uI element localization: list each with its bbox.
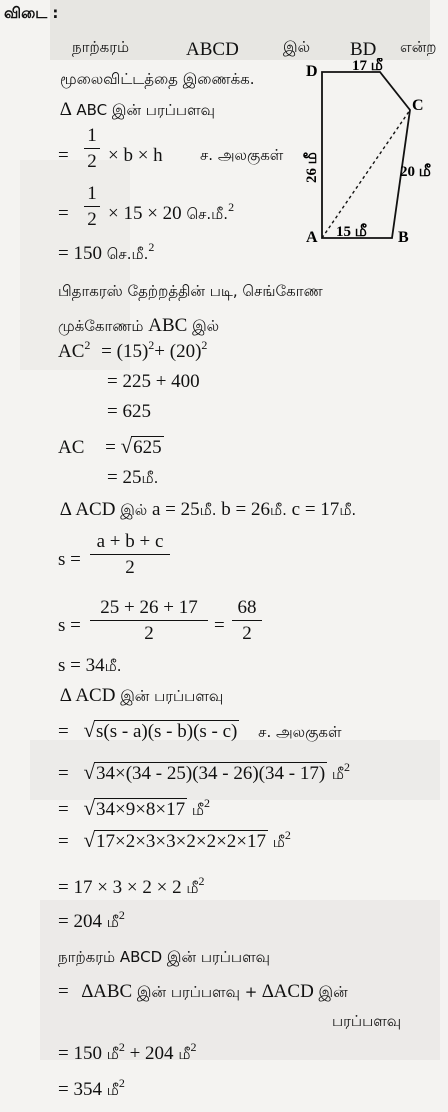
vertex-d: D	[306, 63, 318, 80]
acd-sides-line	[60, 500, 356, 519]
unit-m: மீ	[106, 1081, 119, 1099]
ac-squared-line	[58, 338, 208, 362]
result-text: = 25	[107, 467, 142, 488]
superscript: 2	[118, 1076, 125, 1090]
tri-abc-area-title	[60, 100, 215, 119]
right-triangle-word: முக்கோணம்	[58, 317, 144, 335]
side-a: a = 25	[152, 499, 200, 520]
side-b: b = 26	[221, 499, 271, 520]
frac-den: 2	[87, 209, 97, 231]
unit-cm: செ.மீ.	[186, 205, 229, 223]
total-values-line	[58, 1040, 197, 1064]
result-text: = 354	[58, 1079, 102, 1100]
abc-label: ABC	[148, 315, 188, 336]
ac-result-line	[107, 468, 158, 487]
s-def-lhs: s =	[58, 549, 81, 570]
frac-num: 68	[237, 597, 257, 618]
frac-den: 2	[144, 623, 154, 645]
half-fraction	[84, 126, 100, 171]
acd-label: ACD	[75, 685, 116, 706]
equals: =	[105, 437, 116, 458]
total-area-text: நாற்கரம் ABCD இன் பரப்பளவு	[58, 948, 270, 966]
triangle-icon: ∆	[60, 499, 72, 520]
vertex-c: C	[412, 97, 424, 114]
s-calc-lhs: s =	[58, 615, 81, 636]
diagonal-ac	[322, 110, 410, 238]
equals: =	[58, 763, 69, 784]
ac-rhs-b: + (20)	[154, 341, 202, 362]
area-word-wrap: பரப்பளவு	[332, 1012, 402, 1030]
text-named: என்ற	[400, 38, 437, 56]
frac-den: 2	[125, 557, 135, 579]
ac-rhs-a: = (15)	[101, 341, 149, 362]
frac-bar	[84, 206, 100, 207]
radicand: s(s - a)(s - b)(s - c)	[96, 721, 238, 742]
calc-text: × 15 × 20	[108, 203, 182, 224]
heron-factored	[58, 830, 291, 851]
unit-m: மீ	[272, 833, 285, 851]
label-bottom: 15 மீ	[336, 224, 367, 240]
quadrilateral-diagram	[300, 58, 440, 243]
result-text: = 150	[58, 243, 102, 264]
equals: =	[214, 615, 225, 636]
unit-m: மீ	[106, 913, 119, 931]
unit-m: மீ	[186, 879, 199, 897]
text-abcd: ABCD	[186, 39, 239, 60]
side-c: c = 17	[291, 499, 340, 520]
text-right-triangle	[58, 316, 219, 335]
text-join-diagonal: மூலைவிட்டத்தை இணைக்க.	[60, 70, 255, 88]
triangle-icon: ∆	[81, 981, 94, 1002]
superscript: 2	[148, 338, 155, 352]
of-word: இன்	[318, 983, 348, 1001]
superscript: 2	[118, 1040, 125, 1054]
ac-root-line	[58, 436, 164, 457]
unit-m: மீ	[178, 1045, 191, 1063]
heron-result	[58, 908, 125, 932]
sqrt-symbol: √	[83, 718, 95, 742]
unit-m: மீ.	[104, 657, 122, 675]
superscript: 2	[284, 828, 291, 842]
answer-label: விடை :	[4, 4, 59, 22]
equals: =	[58, 203, 69, 224]
unit-cm: செ.மீ.	[106, 245, 149, 263]
frac-bar	[90, 554, 170, 555]
triangle-icon: ∆	[262, 981, 274, 1002]
label-left: 26 மீ	[304, 152, 320, 183]
radicand: 17×2×3×3×2×2×2×17	[96, 831, 267, 852]
equals: =	[58, 831, 69, 852]
heron-simplified	[58, 798, 210, 819]
acd-label: ACD	[273, 981, 314, 1002]
result-text: = 204	[58, 911, 102, 932]
unit-m: மீ	[191, 801, 205, 819]
radicand: 625	[133, 437, 162, 458]
heron-formula	[58, 720, 341, 741]
frac-num: 1	[87, 125, 97, 146]
frac-bar	[90, 620, 208, 621]
superscript: 2	[148, 240, 155, 254]
frac-bar	[84, 148, 100, 149]
unit-m: மீ.	[141, 469, 159, 487]
label-top: 17 மீ	[352, 58, 383, 74]
superscript: 2	[201, 338, 208, 352]
s-value-line	[58, 656, 122, 675]
unit-sq: ச. அலகுகள்	[200, 146, 284, 164]
frac-den: 2	[87, 151, 97, 173]
vertex-b: B	[398, 229, 409, 243]
ac-625-line: = 625	[107, 401, 151, 422]
value-150: = 150	[58, 1043, 102, 1064]
triangle-icon: ∆	[60, 99, 72, 120]
frac-bar	[232, 620, 262, 621]
s-value: s = 34	[58, 655, 105, 676]
half-fraction-2	[84, 184, 100, 229]
sqrt-symbol: √	[120, 434, 133, 458]
acd-area-title	[60, 686, 223, 705]
formula-bh: × b × h	[108, 145, 163, 166]
heron-sub	[58, 762, 350, 783]
result-150	[58, 240, 155, 264]
product-text: = 17 × 3 × 2 × 2	[58, 877, 182, 898]
superscript: 2	[198, 874, 205, 888]
quadrilateral-outline	[322, 72, 410, 238]
frac-num: 1	[87, 183, 97, 204]
sqrt-symbol: √	[83, 760, 95, 784]
radicand: 34×(34 - 25)(34 - 26)(34 - 17)	[96, 763, 326, 784]
text-bd: BD	[350, 39, 377, 60]
in-word: இல்	[192, 317, 220, 335]
text-in: இல்	[283, 38, 311, 56]
frac-den: 2	[242, 623, 252, 645]
unit-m: மீ.	[339, 501, 357, 519]
frac-num: 25 + 26 + 17	[100, 597, 198, 618]
area-word: இன் பரப்பளவு	[120, 687, 224, 705]
superscript: 2	[118, 908, 125, 922]
text-quadrilateral: நாற்கரம்	[72, 38, 130, 56]
equals: =	[58, 799, 69, 820]
text-pythagoras: பிதாகரஸ் தேற்றத்தின் படி, செங்கோண	[58, 282, 323, 300]
bleed-through-right	[20, 160, 130, 370]
s-calc-fraction-2	[232, 598, 262, 643]
superscript: 2	[84, 338, 91, 352]
heron-product	[58, 874, 205, 898]
equals: =	[58, 981, 69, 1002]
area-plus: இன் பரப்பளவு +	[136, 983, 258, 1001]
total-sum-line	[58, 982, 348, 1001]
superscript: 2	[228, 200, 235, 214]
s-calc-fraction	[90, 598, 208, 643]
triangle-icon: ∆	[60, 685, 72, 706]
radicand: 34×9×8×17	[96, 799, 186, 820]
sqrt-symbol: √	[83, 828, 95, 852]
label-right: 20 மீ	[400, 164, 431, 180]
unit-m: மீ.	[270, 501, 287, 519]
equals: =	[58, 721, 69, 742]
total-area-title	[58, 950, 270, 965]
ac-label: AC	[58, 341, 85, 362]
abc-label: ABC	[93, 981, 133, 1002]
equals: =	[58, 145, 69, 166]
unit-sq: ச. அலகுகள்	[258, 723, 342, 741]
superscript: 2	[344, 760, 351, 774]
superscript: 2	[204, 796, 211, 810]
ac-label: AC	[58, 437, 85, 458]
unit-m: மீ	[331, 765, 345, 783]
abc-area-text: ABC இன் பரப்பளவு	[76, 101, 215, 119]
vertex-a: A	[306, 229, 318, 243]
in-word: இல்	[120, 501, 148, 519]
total-result	[58, 1076, 125, 1100]
calc-15x20	[108, 200, 235, 224]
s-def-fraction	[90, 532, 170, 577]
frac-num: a + b + c	[96, 531, 164, 552]
superscript: 2	[190, 1040, 197, 1054]
ac-sum-line: = 225 + 400	[107, 371, 200, 392]
sqrt-symbol: √	[83, 796, 95, 820]
value-204: + 204	[129, 1043, 174, 1064]
acd-label: ACD	[75, 499, 116, 520]
unit-m: மீ.	[199, 501, 217, 519]
unit-m: மீ	[106, 1045, 119, 1063]
